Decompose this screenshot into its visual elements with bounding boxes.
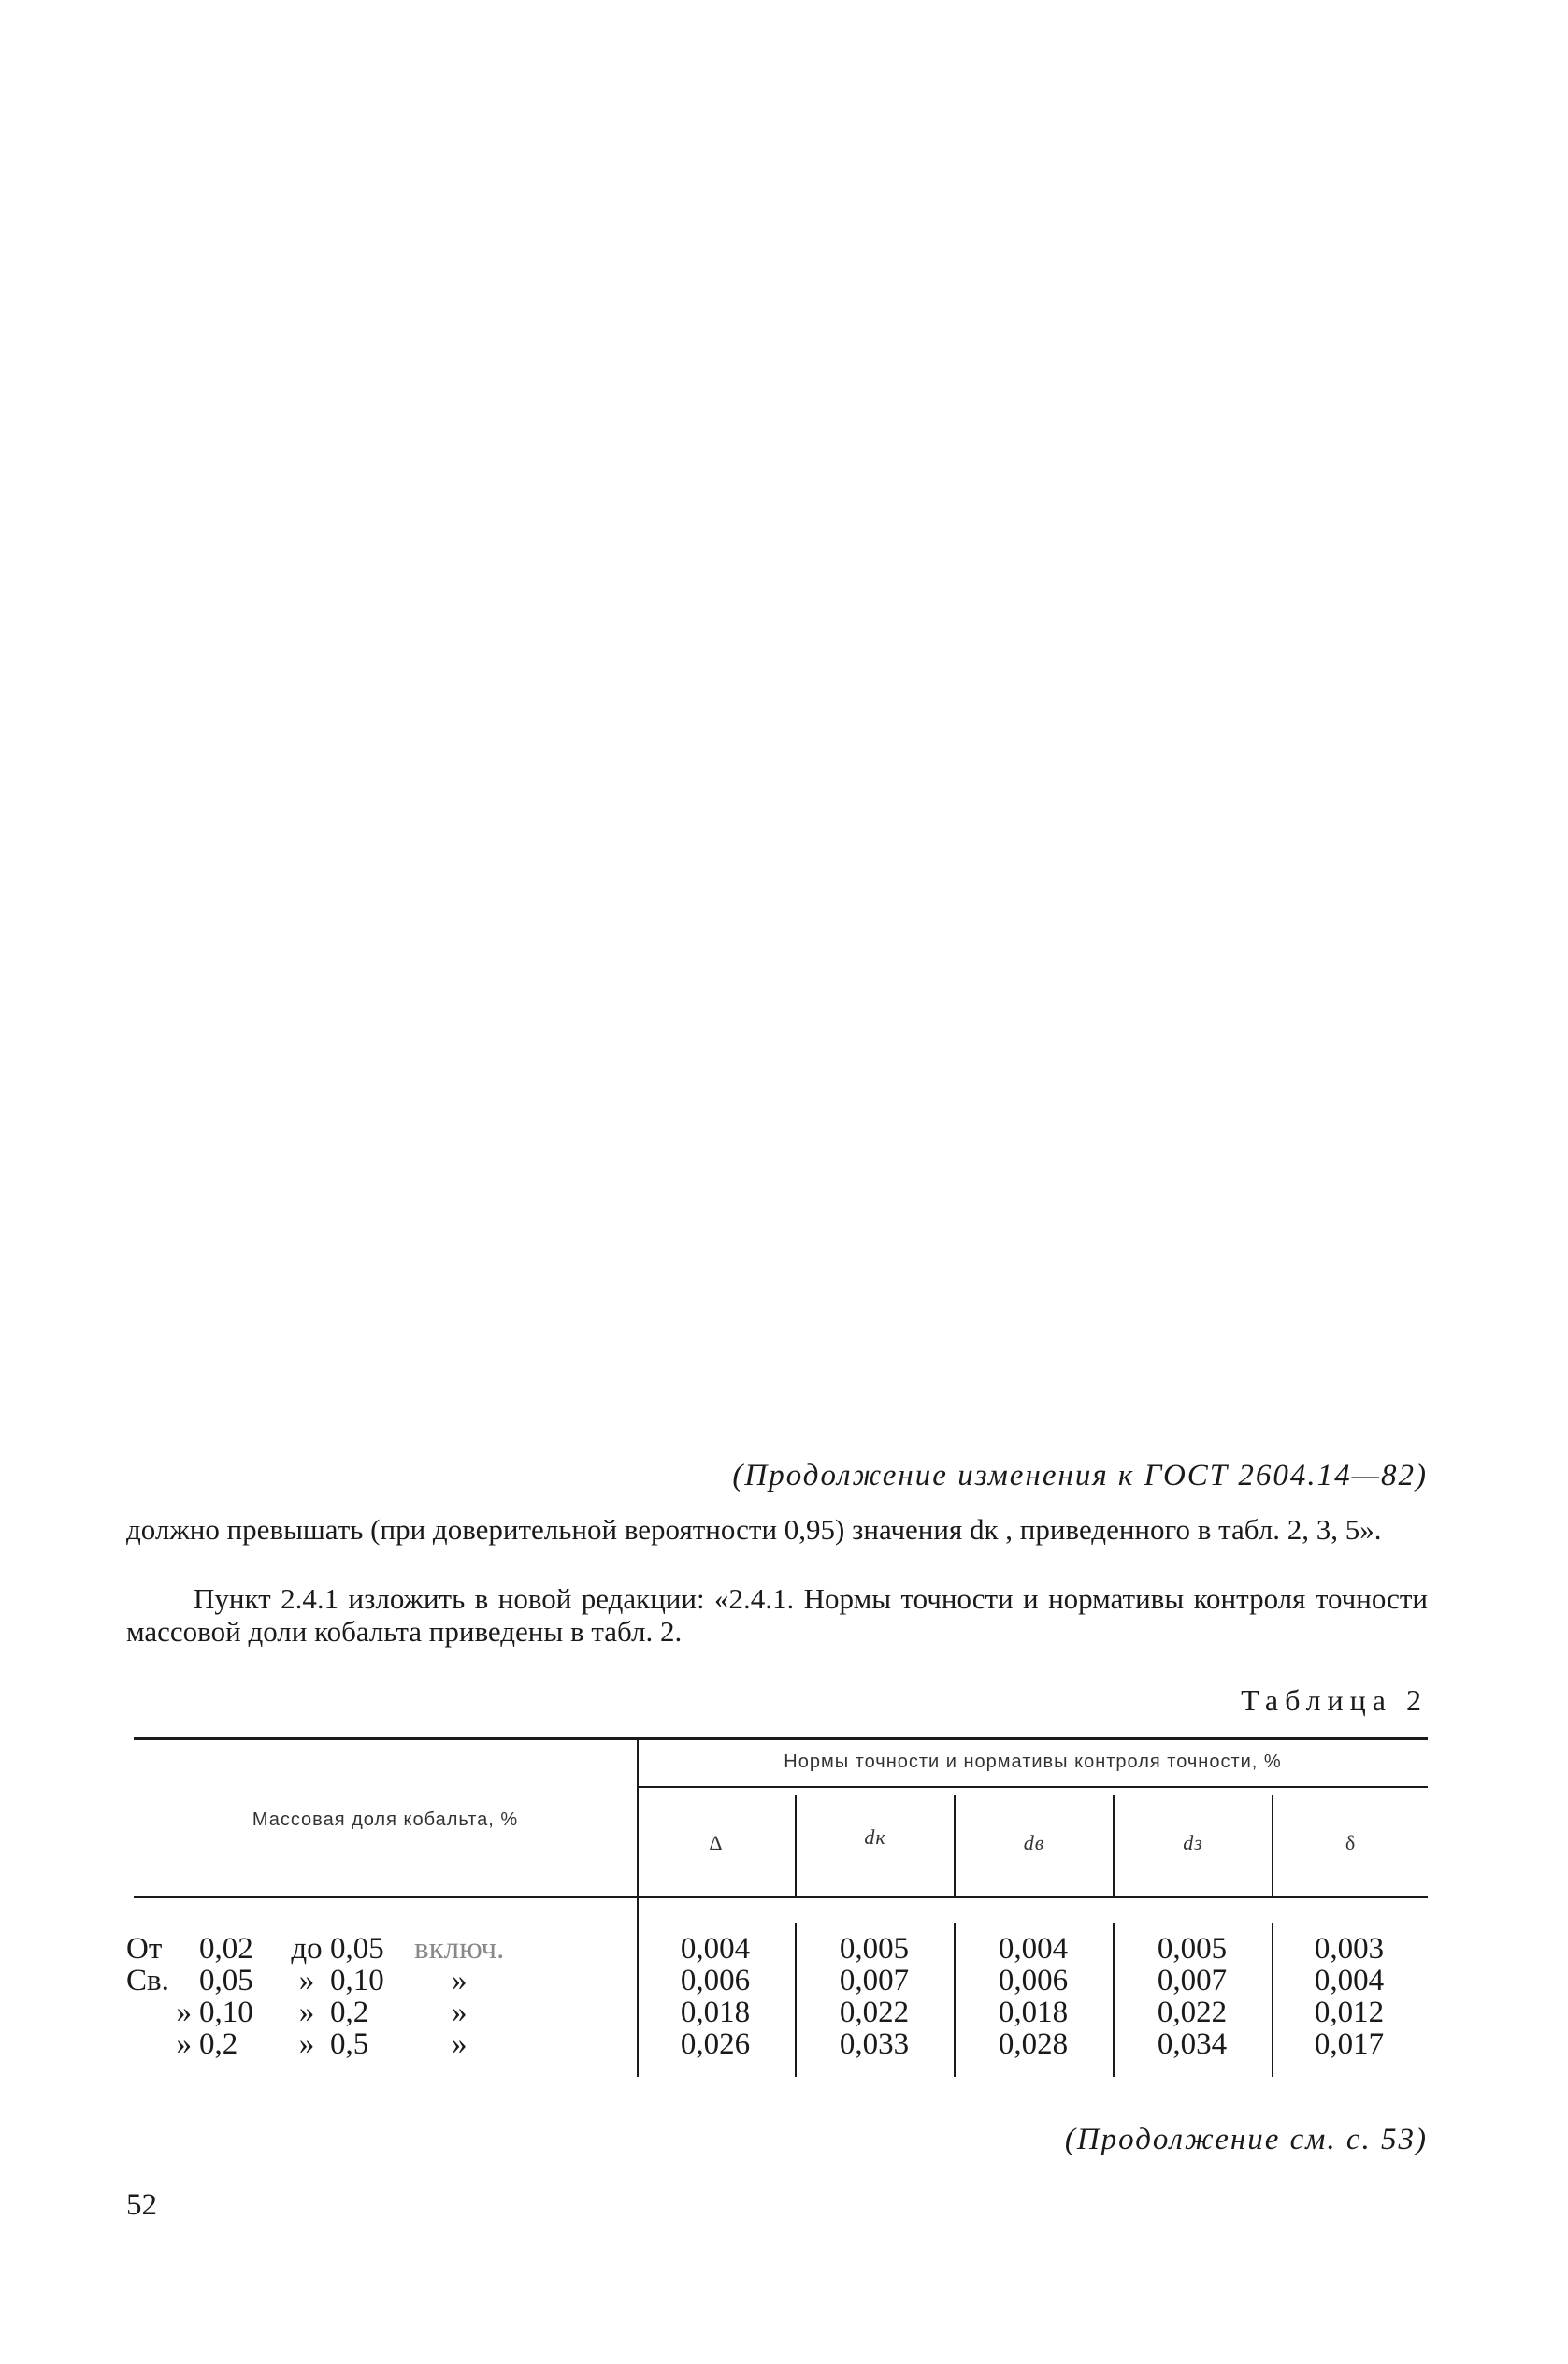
table-cell: 0,006: [680, 1964, 751, 1997]
table-cell: 0,004: [998, 1932, 1069, 1966]
col-divider-4b: [1272, 1923, 1273, 2077]
row-label-from: 0,2: [199, 2027, 238, 2061]
col-divider-3b: [1113, 1923, 1115, 2077]
continuation-note: (Продолжение см. с. 53): [1064, 2123, 1428, 2156]
table-cell: 0,033: [839, 2027, 910, 2061]
column-header-dk: dк: [864, 1825, 886, 1849]
row-label-suffix: включ.: [414, 1932, 505, 1966]
row-label-prefix: »: [176, 2027, 192, 2061]
paragraph-2: Пункт 2.4.1 изложить в новой редакции: «2.4.1. Нормы точности и нормативы контроля точности массовой доли кобальта приведены в табл. 2.: [126, 1582, 1428, 1648]
group-header-rule: [638, 1786, 1428, 1788]
col-divider-1b: [795, 1923, 797, 2077]
continuation-header: (Продолжение изменения к ГОСТ 2604.14—82): [732, 1459, 1428, 1492]
column-header-delta: Δ: [709, 1831, 724, 1854]
table-row: [126, 2028, 526, 2060]
row-label-prefix: Св.: [126, 1964, 169, 1997]
table-top-rule: [134, 1737, 1428, 1740]
table-cell: 0,007: [1157, 1964, 1228, 1997]
header-bottom-rule: [134, 1896, 1428, 1898]
column-header-dv: dв: [1023, 1831, 1045, 1854]
row-label-suffix: »: [452, 1996, 468, 2029]
row-label-to-word: »: [298, 1996, 315, 2029]
row-label-suffix: »: [452, 2027, 468, 2061]
table-cell: 0,034: [1157, 2027, 1228, 2061]
column-dv-values: [963, 1933, 1103, 2060]
row-label-suffix: »: [452, 1964, 468, 1997]
table-cell: 0,012: [1314, 1996, 1385, 2029]
row-label-from: 0,02: [199, 1932, 253, 1966]
row-label-to: 0,2: [330, 1996, 369, 2029]
table-cell: 0,004: [680, 1932, 751, 1966]
row-label-to-word: »: [298, 1964, 315, 1997]
column-dk-values: [804, 1933, 944, 2060]
table-cell: 0,006: [998, 1964, 1069, 1997]
table-row: [126, 1996, 526, 2028]
table-cell: 0,003: [1314, 1932, 1385, 1966]
table-cell: 0,028: [998, 2027, 1069, 2061]
page-number: 52: [126, 2188, 157, 2222]
row-label-to: 0,05: [330, 1932, 384, 1966]
column-header-dz: dз: [1183, 1831, 1203, 1854]
table-cell: 0,018: [998, 1996, 1069, 2029]
row-label-to: 0,5: [330, 2027, 369, 2061]
row-label-prefix: »: [176, 1996, 192, 2029]
table-cell: 0,005: [1157, 1932, 1228, 1966]
col-divider-2b: [954, 1923, 956, 2077]
table-row: [126, 1933, 526, 1965]
row-labels: [126, 1933, 526, 2060]
paragraph-1: должно превышать (при доверительной вероятности 0,95) значения dк , приведенного в табл. 2, 3, 5».: [126, 1513, 1382, 1546]
table-row: [126, 1965, 526, 1996]
table-cell: 0,004: [1314, 1964, 1385, 1997]
row-label-from: 0,05: [199, 1964, 253, 1997]
row-header: Массовая доля кобальта, %: [252, 1809, 519, 1830]
column-small-delta-values: [1279, 1933, 1419, 2060]
table-cell: 0,007: [839, 1964, 910, 1997]
table-cell: 0,022: [839, 1996, 910, 2029]
row-label-to: 0,10: [330, 1964, 384, 1997]
table-cell: 0,017: [1314, 2027, 1385, 2061]
group-header: Нормы точности и нормативы контроля точности, %: [784, 1751, 1282, 1772]
table-caption: Таблица 2: [1241, 1683, 1428, 1717]
column-dz-values: [1122, 1933, 1262, 2060]
table-cell: 0,026: [680, 2027, 751, 2061]
row-label-to-word: »: [298, 2027, 315, 2061]
table-cell: 0,005: [839, 1932, 910, 1966]
column-delta-values: [645, 1933, 785, 2060]
col-divider-main: [637, 1740, 639, 2077]
row-label-prefix: От: [126, 1932, 163, 1966]
row-label-to-word: до: [291, 1932, 323, 1966]
row-label-from: 0,10: [199, 1996, 253, 2029]
table-cell: 0,022: [1157, 1996, 1228, 2029]
column-header-small-delta: δ: [1345, 1831, 1357, 1854]
table-cell: 0,018: [680, 1996, 751, 2029]
